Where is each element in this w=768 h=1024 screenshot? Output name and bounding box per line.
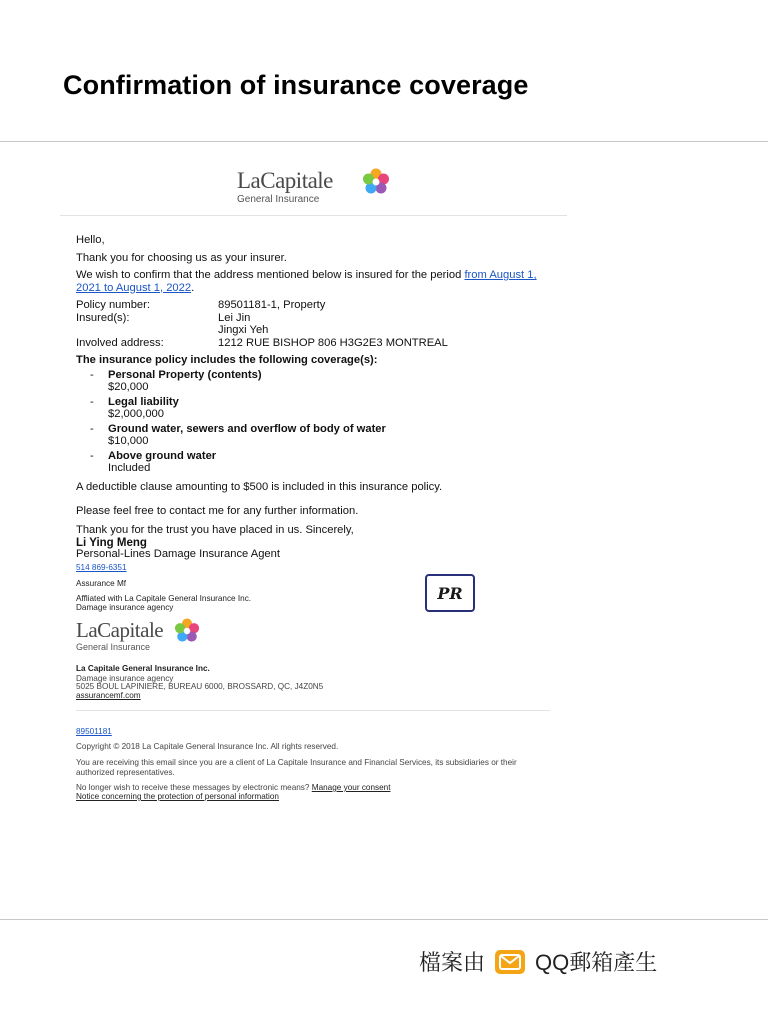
insured-label: Insured(s):: [76, 311, 130, 324]
mail-icon: [495, 950, 525, 974]
website-link[interactable]: assurancemf.com: [76, 691, 141, 700]
bullet-dash: -: [90, 422, 94, 435]
coverage-name: Personal Property (contents): [108, 368, 262, 381]
address-value: 1212 RUE BISHOP 806 H3G2E3 MONTREAL: [218, 336, 448, 349]
coverage-value: Included: [108, 462, 151, 474]
list-item: [76, 423, 556, 448]
confirm-text: [76, 269, 556, 294]
footer-divider: [76, 710, 550, 711]
company-logo: [237, 168, 333, 205]
copyright-text: Copyright © 2018 La Capitale General Insurance Inc. All rights reserved.: [76, 742, 339, 751]
logo-brand: LaCapitale: [237, 168, 333, 193]
agency-name: Assurance Mf: [76, 579, 127, 588]
address-label: Involved address:: [76, 336, 164, 349]
company-type: Damage insurance agency: [76, 674, 174, 683]
generated-by-suffix: QQ郵箱產生: [535, 950, 658, 975]
generated-by-footer: [419, 946, 657, 977]
insured-name: Jingxi Yeh: [218, 324, 269, 336]
confirm-text-end: .: [191, 281, 195, 294]
receiving-text: You are receiving this email since you are a client of La Capitale Insurance and Financial Services, its subsidiaries or their authorized representatives.: [76, 758, 517, 777]
deductible-text: A deductible clause amounting to $500 is included in this insurance policy.: [76, 480, 443, 493]
flower-logo-icon: [362, 168, 390, 196]
bottom-divider: [0, 919, 768, 920]
flower-logo-icon: [174, 618, 200, 644]
period-link[interactable]: from August 1, 2021 to August 1, 2022: [76, 269, 537, 294]
coverage-name: Legal liability: [108, 395, 179, 408]
address-row: [76, 337, 556, 350]
reference-link[interactable]: 89501181: [76, 727, 112, 736]
coverage-name: Ground water, sewers and overflow of body of water: [108, 422, 386, 435]
list-item: [76, 396, 556, 421]
manage-consent-link[interactable]: Manage your consent: [311, 783, 391, 792]
policy-value: 89501181-1, Property: [218, 299, 326, 311]
page-title: Confirmation of insurance coverage: [63, 70, 529, 100]
list-item: [76, 450, 556, 475]
insured-row: [76, 312, 556, 337]
coverage-name: Above ground water: [108, 449, 217, 462]
header-divider: [0, 141, 768, 142]
bullet-dash: -: [90, 395, 94, 408]
list-item: [76, 369, 556, 394]
agent-phone-link[interactable]: 514 869-6351: [76, 563, 127, 572]
coverage-value: $2,000,000: [108, 408, 164, 420]
company-name: La Capitale General Insurance Inc.: [76, 664, 210, 673]
affiliation-text: Affliated with La Capitale General Insurance Inc.: [76, 594, 252, 603]
greeting: Hello,: [76, 234, 105, 246]
privacy-notice-link[interactable]: Notice concerning the protection of personal information: [76, 792, 279, 801]
agent-name: Li Ying Meng: [76, 537, 147, 549]
logo-divider: [60, 215, 567, 216]
logo-subtitle: General Insurance: [76, 642, 151, 652]
generated-by-prefix: 檔案由: [419, 950, 486, 975]
company-address: 5025 BOUL LAPINIERE, BUREAU 6000, BROSSARD, QC, J4Z0N5: [76, 682, 324, 691]
insured-name: Lei Jin: [218, 311, 251, 324]
bullet-dash: -: [90, 449, 94, 462]
coverage-list: [76, 369, 556, 475]
logo-brand: LaCapitale: [76, 618, 164, 642]
policy-row: [76, 299, 556, 312]
insured-values: [218, 312, 268, 337]
contact-text: Please feel free to contact me for any further information.: [76, 505, 359, 517]
unsubscribe-prompt: No longer wish to receive these messages by electronic means?: [76, 783, 312, 792]
company-logo-small: [76, 618, 163, 652]
confirm-text-main: We wish to confirm that the address mentioned below is insured for the period: [76, 269, 465, 281]
agency-type: Damage insurance agency: [76, 603, 174, 612]
thanks-text: Thank you for choosing us as your insurer.: [76, 251, 287, 264]
letter-body: [76, 234, 556, 541]
coverage-value: $10,000: [108, 435, 149, 447]
agent-title: Personal-Lines Damage Insurance Agent: [76, 548, 280, 560]
bullet-dash: -: [90, 368, 94, 381]
pr-stamp: PR: [425, 574, 475, 612]
policy-label: Policy number:: [76, 299, 150, 311]
coverage-value: $20,000: [108, 381, 149, 393]
coverage-heading: The insurance policy includes the following coverage(s):: [76, 354, 378, 366]
closing-text: Thank you for the trust you have placed in us. Sincerely,: [76, 523, 354, 536]
logo-subtitle: General Insurance: [237, 194, 320, 205]
